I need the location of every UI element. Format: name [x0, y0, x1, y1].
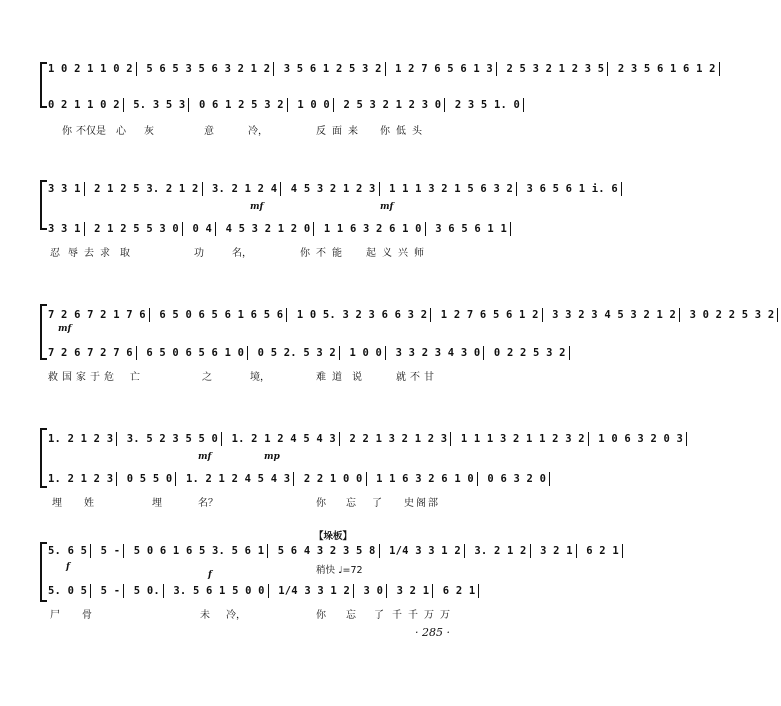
tempo-marking: 稍快 ♩=72: [316, 565, 363, 576]
score-system-5: [48, 528, 619, 628]
staff-upper: 1 0 2 1 1 0 2 5 6 5 3 5 6 3 2 1 2 3 5 6 1 2 5 3 2 1 2 7 6 5 6 1 3 2 5 3 2 1 2 3 5 2 3 5 6 1 6 1 2: [48, 62, 458, 78]
dynamic-mark: mp: [264, 452, 280, 462]
staff-lower: 3 3 1 2 1 2 5 5 3 0 0 4 4 5 3 2 1 2 0 1 1 6 3 2 6 1 0 3 6 5 6 1 1: [48, 222, 458, 238]
lyrics-line: 你 不仅是 心 灰 意 冷， 反 面 来 你 低 头: [62, 126, 422, 137]
lyrics-line: 救 国 家 于 危 亡 之 境， 难 道 说 就 不 甘: [48, 372, 434, 383]
staff-upper: 5. 6 5 5 - 5 0 6 1 6 5 3. 5 6 1 5 6 4 3 2 3 5 8 1/4 3 3 1 2 3. 2 1 2 3 2 1 6 2 1: [48, 544, 458, 560]
dynamic-mark: mf: [198, 452, 212, 462]
dynamic-mark: mf: [58, 324, 72, 334]
staff-upper: 1. 2 1 2 3 3. 5 2 3 5 5 0 1. 2 1 2 4 5 4 3 2 2 1 3 2 1 2 3 1 1 1 3 2 1 1 2 3 2 1 0 6 3 2 0 3: [48, 432, 458, 448]
dynamic-mark: mf: [380, 202, 394, 212]
score-system-2: [48, 178, 618, 268]
score-system-4: [48, 426, 684, 516]
staff-lower: 1. 2 1 2 3 0 5 5 0 1. 2 1 2 4 5 4 3 2 2 1 0 0 1 1 6 3 2 6 1 0 0 6 3 2 0: [48, 472, 458, 488]
dynamic-mark: mf: [250, 202, 264, 212]
score-system-1: [48, 54, 716, 144]
staff-upper: 7 2 6 7 2 1 7 6 6 5 0 6 5 6 1 6 5 6 1 0 5. 3 2 3 6 6 3 2 1 2 7 6 5 6 1 2 3 3 2 3 4 5 3 2 1 2 3 0 2 2 5 3 2: [48, 308, 458, 324]
lyrics-line: 埋 姓 埋 名？ 你 忘 了 史 阁 部: [52, 498, 438, 509]
dynamic-mark: f: [66, 562, 70, 572]
system-bracket: [40, 180, 47, 230]
section-label: 【垛板】: [314, 531, 353, 542]
dynamic-mark: f: [208, 570, 212, 580]
staff-lower: 7 2 6 7 2 7 6 6 5 0 6 5 6 1 0 0 5 2. 5 3 2 1 0 0 3 3 2 3 4 3 0 0 2 2 5 3 2: [48, 346, 458, 362]
system-bracket: [40, 542, 47, 602]
system-bracket: [40, 304, 47, 360]
staff-lower: 5. 0 5 5 - 5 0. 3. 5 6 1 5 0 0 1/4 3 3 1 2 3 0 3 2 1 6 2 1: [48, 584, 458, 600]
system-bracket: [40, 428, 47, 488]
lyrics-line: 忍 辱 去 求 取 功 名， 你 不 能 起 义 兴 师: [50, 248, 424, 259]
staff-lower: 0 2 1 1 0 2 5. 3 5 3 0 6 1 2 5 3 2 1 0 0 2 5 3 2 1 2 3 0 2 3 5 1. 0: [48, 98, 458, 114]
score-system-3: [48, 302, 775, 392]
lyrics-line: 尸 骨 未 冷， 你 忘 了 千 千 万 万: [50, 610, 450, 621]
page-number: · 285 ·: [415, 626, 450, 639]
system-bracket: [40, 62, 47, 108]
staff-upper: 3 3 1 2 1 2 5 3. 2 1 2 3. 2 1 2 4 4 5 3 2 1 2 3 1 1 1 3 2 1 5 6 3 2 3 6 5 6 1 i. 6: [48, 182, 458, 198]
